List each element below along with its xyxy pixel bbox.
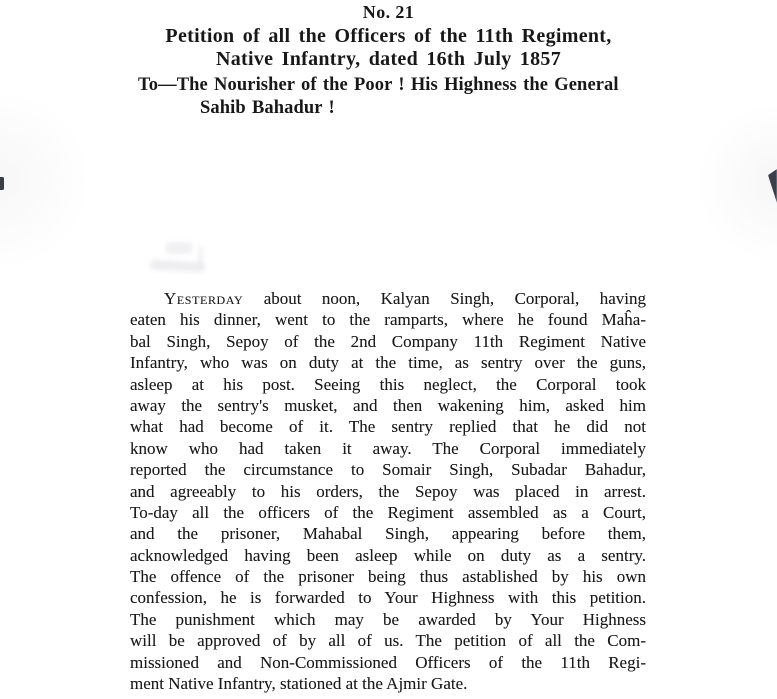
- body-line-6: away the sentry's musket, and then wakening him, asked him: [130, 395, 646, 415]
- body-line-18: missioned and Non-Commissioned Officers of the 11th Regi-: [130, 652, 646, 672]
- body-line-1-rest: about noon, Kalyan Singh, Corporal, having: [243, 289, 646, 308]
- ghost-bleedthrough-smudge: [150, 260, 205, 273]
- body-line-5: asleep at his post. Seeing this neglect, the Corporal took: [130, 374, 646, 394]
- petition-body-text: [130, 288, 646, 694]
- body-line-10: and agreeably to his orders, the Sepoy was placed in arrest.: [130, 481, 646, 501]
- body-line-1: [130, 288, 646, 309]
- document-number: No. 21: [362, 2, 415, 22]
- body-line-4: Infantry, who was on duty at the time, as sentry over the guns,: [130, 353, 646, 373]
- scan-artifact-left-edge: [0, 177, 4, 190]
- body-line-19: ment Native Infantry, stationed at the Ajmir Gate.: [130, 674, 468, 694]
- scan-artifact-right-edge: [768, 169, 777, 203]
- document-title-line1: Petition of all the Officers of the 11th Regiment,: [165, 25, 612, 47]
- body-line-9: reported the circumstance to Somair Singh, Subadar Bahadur,: [130, 460, 646, 480]
- body-line-11: To-day all the officers of the Regiment assembled as a Court,: [130, 502, 646, 522]
- body-line-12: and the prisoner, Mahabal Singh, appearing before them,: [130, 524, 646, 544]
- salutation-line2: Sahib Bahadur !: [200, 98, 335, 118]
- body-line-2: eaten his dinner, went to the ramparts, where he found Maĥa-: [130, 310, 646, 330]
- body-line-15: confession, he is forwarded to Your Highness with this petition.: [130, 588, 646, 608]
- body-line-8: know who had taken it away. The Corporal immediately: [130, 438, 646, 458]
- lead-word-smallcaps: Yesterday: [164, 289, 244, 308]
- body-line-7: what had become of it. The sentry replied that he did not: [130, 417, 646, 437]
- body-line-3: bal Singh, Sepoy of the 2nd Company 11th Regiment Native: [130, 331, 646, 351]
- salutation-line1: To—The Nourisher of the Poor ! His Highness the General: [138, 75, 619, 95]
- ghost-bleedthrough-smudge: [166, 242, 192, 254]
- body-line-13: acknowledged having been asleep while on duty as a sentry.: [130, 545, 646, 565]
- body-line-16: The punishment which may be awarded by Your Highness: [130, 609, 646, 629]
- body-line-17: will be approved of by all of us. The petition of all the Com-: [130, 631, 646, 651]
- document-title-line2: Native Infantry, dated 16th July 1857: [215, 48, 561, 70]
- body-line-14: The offence of the prisoner being thus astablished by his own: [130, 567, 646, 587]
